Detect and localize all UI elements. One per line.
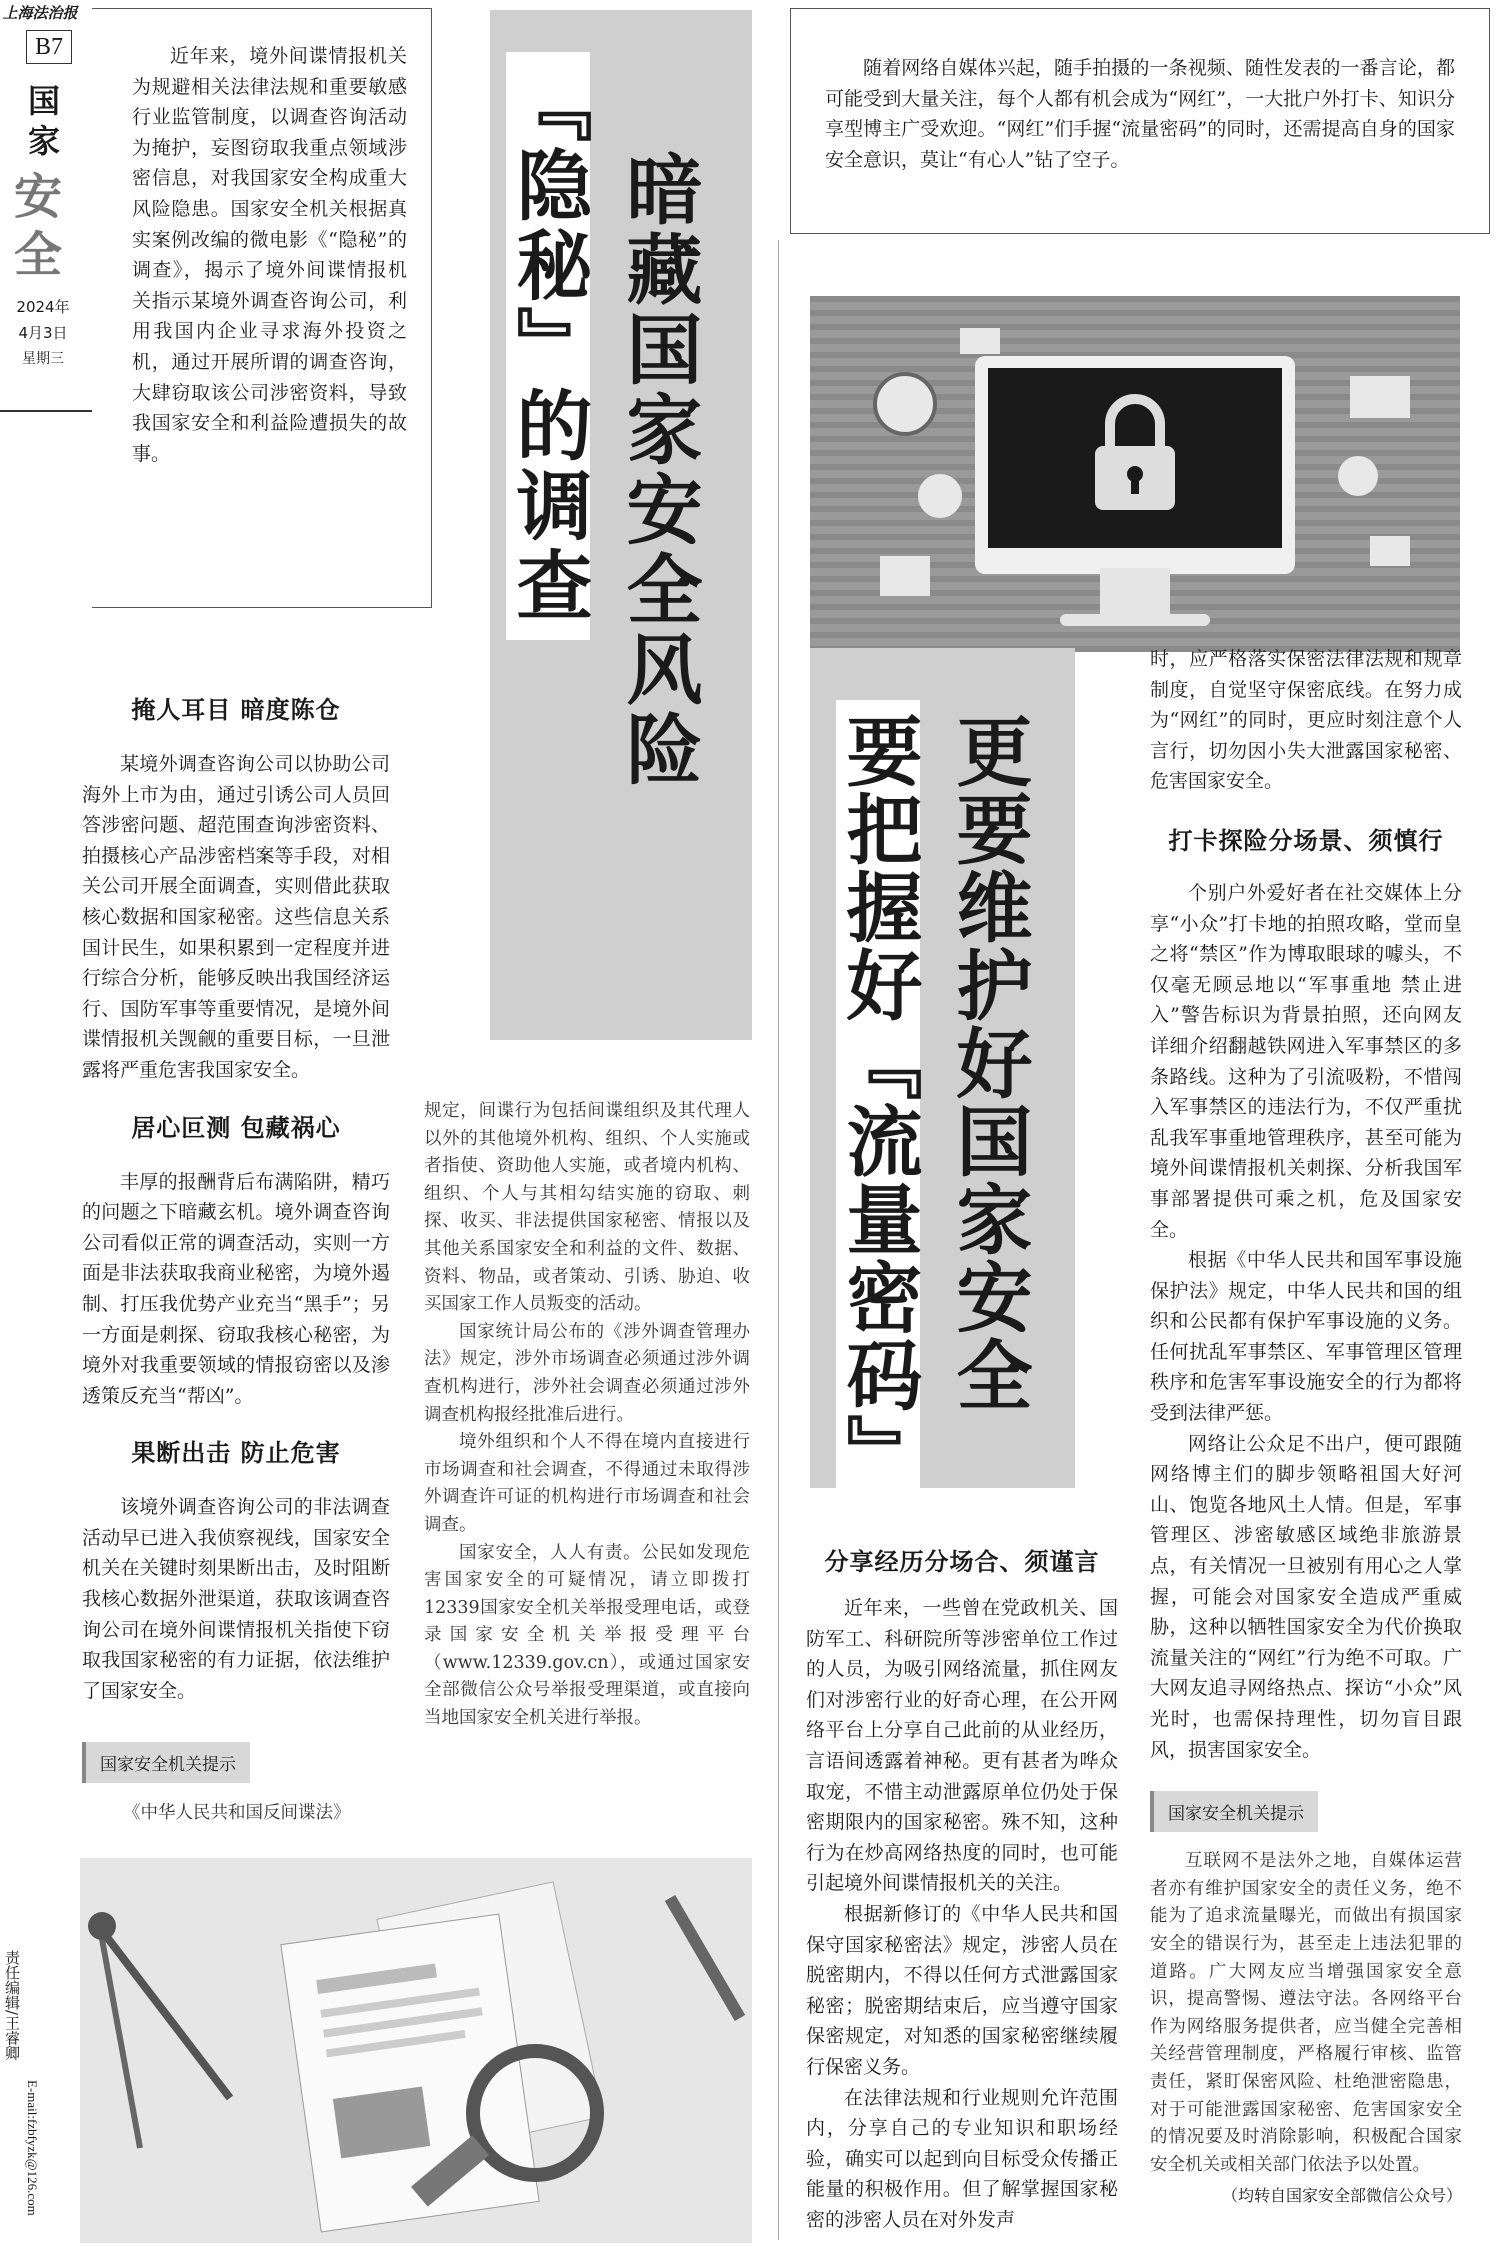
- section-title-sharing: 分享经历分场合、须谨言: [824, 1548, 1100, 1576]
- article2-intro-box: [790, 8, 1490, 234]
- checkin-para-3: 网络让公众足不出户，便可跟随网络博主们的脚步领略祖国大好河山、饱览各地风土人情。但是，军事管理区、涉密敏感区域绝非旅游景点，有关情况一旦被别有用心之人掌握，可能会对国家安全造成严重威胁，这种以牺牲国家安全为代价换取流量关注的“网红”行为绝不可取。广大网友追寻网络热点、探访“小众”风光时，也需保持理性，切勿盲目跟风，损害国家安全。: [1150, 1432, 1462, 1761]
- article2-tip-label: 国家安全机关提示: [1150, 1791, 1318, 1832]
- checkin-para-1: 个别户外爱好者在社交媒体上分享“小众”打卡地的拍照攻略，堂而皇之将“禁区”作为博取眼球的噱头，不仅毫无顾忌地以“军事重地 禁止进入”警告标识为背景拍照，还向网友详细介绍翻越铁网进入军事禁区的多条路线。这种为了引流吸粉，不惜闯入军事禁区的违法行为，不仅严重扰乱我军事重地管理秩序，甚至可能为境外间谍情报机关刺探、分析我国军事部署提供可乘之机，危及国家安全。: [1150, 881, 1462, 1241]
- issue-year: 2024年: [16, 298, 70, 316]
- article2-col-right: [1150, 644, 1462, 2206]
- article2-col-left: [806, 1542, 1118, 2235]
- security-illustration: [810, 296, 1460, 652]
- article2-headline-main: 更要维护好国家安全: [944, 712, 1033, 1414]
- section-title-checkin: 打卡探险分场景、须慎行: [1168, 826, 1444, 855]
- section-char-2: 家: [28, 122, 61, 160]
- article2-headline-sub: 要把握好『流量密码』: [836, 700, 920, 1504]
- paper-name: 上海法治报: [2, 4, 78, 22]
- article2-intro: 随着网络自媒体兴起，随手拍摄的一条视频、随性发表的一番言论，都可能受到大量关注，每个人都有机会成为“网红”，一大批户外打卡、知识分享型博主广受欢迎。“网红”们手握“流量密码”的同时，还需提高自身的国家安全意识，莫让“有心人”钻了空子。: [825, 57, 1455, 171]
- editor-credit: 责任编辑/王睿卿: [3, 1950, 21, 2061]
- section-body-malice: 丰厚的报酬背后布满陷阱，精巧的问题之下暗藏玄机。境外调查咨询公司看似正常的调查活动，实则一方面是非法获取我商业秘密，为境外遏制、打压我优势产业充当“黑手”；另一方面是刺探、窃取我核心秘密，为境外对我重要领域的情报窃密以及渗透策反充当“帮凶”。: [82, 1170, 390, 1407]
- section-body-action: 该境外调查咨询公司的非法调查活动早已进入我侦察视线，国家安全机关在关键时刻果断出击，及时阻断我核心数据外泄渠道，获取该调查咨询公司在境外间谍情报机关指使下窃取我国家秘密的有力证据，依法维护了国家安全。: [82, 1496, 390, 1702]
- article1-tip-column: [424, 1098, 750, 1733]
- masthead: [0, 0, 80, 410]
- tip-para-stats: 国家统计局公布的《涉外调查管理办法》规定，涉外市场调查必须通过涉外调查机构进行，涉外社会调查必须通过涉外调查机构报经批准后进行。: [424, 1321, 750, 1425]
- masthead-divider: [0, 410, 92, 412]
- tip-para-law-start: 《中华人民共和国反间谍法》: [123, 1803, 351, 1823]
- section-title-malice: 居心叵测 包藏祸心: [131, 1113, 341, 1142]
- section-char-3: 安: [14, 169, 63, 225]
- issue-weekday: 星期三: [22, 351, 64, 367]
- section-title-action: 果断出击 防止危害: [131, 1439, 341, 1468]
- sharing-para-3: 在法律法规和行业规则允许范围内，分享自己的专业知识和职场经验，确实可以起到向目标受众传播正能量的积极作用。但了解掌握国家秘密的涉密人员在对外发声: [806, 2086, 1118, 2231]
- tip-para-report: 国家安全，人人有责。公民如发现危害国家安全的可疑情况，请立即拨打12339国家安全机关举报受理电话，或登录国家安全机关举报受理平台（www.12339.gov.cn），或通过国家安全部微信公众号举报受理渠道，或直接向当地国家安全机关进行举报。: [424, 1542, 750, 1729]
- section-body-disguise: 某境外调查咨询公司以协助公司海外上市为由，通过引诱公司人员回答涉密问题、超范围查询涉密资料、拍摄核心产品涉密档案等手段，对相关公司开展全面调查，实则借此获取核心数据和国家秘密。这些信息关系国计民生，如果积累到一定程度并进行综合分析，能够反映出我国经济运行、国防军事等重要情况，是境外间谍情报机关觊觎的重要目标，一旦泄露将严重危害我国家安全。: [82, 753, 390, 1081]
- article1-headline-main: 暗藏国家安全风险: [614, 150, 703, 790]
- checkin-para-2: 根据《中华人民共和国军事设施保护法》规定，中华人民共和国的组织和公民都有保护军事设施的义务。任何扰乱军事禁区、军事管理区管理秩序和危害军事设施安全的行为都将受到法律严惩。: [1150, 1249, 1462, 1425]
- tip-para-foreign: 境外组织和个人不得在境内直接进行市场调查和社会调查，不得通过未取得涉外调查许可证的机构进行市场调查和社会调查。: [424, 1432, 750, 1535]
- article1-tip-label: 国家安全机关提示: [82, 1742, 250, 1783]
- article1-intro-box: [92, 8, 432, 608]
- article1-tip-first-line: [88, 1800, 400, 1828]
- section-char-4: 全: [14, 227, 63, 283]
- lock-monitor-graphic: [810, 296, 1460, 652]
- issue-date: 4月3日: [18, 324, 68, 342]
- column-rule: [778, 240, 779, 2240]
- sharing-para-2: 根据新修订的《中华人民共和国保守国家秘密法》规定，涉密人员在脱密期内，不得以任何方式泄露国家秘密；脱密期结束后，应当遵守国家保密规定，对知悉的国家秘密继续履行保密义务。: [806, 1902, 1118, 2078]
- sharing-continued: 时，应严格落实保密法律法规和规章制度，自觉坚守保密底线。在努力成为“网红”的同时，更应时刻注意个人言行，切勿因小失大泄露国家秘密、危害国家安全。: [1150, 648, 1462, 793]
- section-char-1: 国: [28, 82, 61, 120]
- article1-body: [82, 690, 390, 1706]
- page-number: B7: [26, 30, 72, 64]
- section-title-disguise: 掩人耳目 暗度陈仓: [131, 696, 341, 724]
- tip-para-law: 规定，间谍行为包括间谍组织及其代理人以外的其他境外机构、组织、个人实施或者指使、资助他人实施，或者境内机构、组织、个人与其相勾结实施的窃取、刺探、收买、非法提供国家秘密、情报以及其他关系国家安全和利益的文件、数据、资料、物品，或者策动、引诱、胁迫、收买国家工作人员叛变的活动。: [424, 1101, 750, 1315]
- editor-email: E-mail:fzbfyzk@126.com: [25, 2080, 40, 2216]
- article1-headline-sub: 『隐秘』的调查: [506, 52, 590, 640]
- article2-tip-body: 互联网不是法外之地，自媒体运营者亦有维护国家安全的责任义务，绝不能为了追求流量曝光，而做出有损国家安全的错误行为，甚至走上违法犯罪的道路。广大网友应当增强国家安全意识，提高警惕、遵法守法。各网络平台作为网络服务提供者，应当健全完善相关经营管理制度，严格履行审核、监管责任，紧盯保密风险、杜绝泄密隐患，对于可能泄露国家秘密、危害国家安全的情况要及时消除影响，积极配合国家安全机关或相关部门依法予以处置。: [1150, 1851, 1462, 2175]
- source-note: （均转自国家安全部微信公众号）: [1221, 2186, 1462, 2206]
- documents-illustration: [80, 1858, 752, 2243]
- article1-intro: 近年来，境外间谍情报机关为规避相关法律法规和重要敏感行业监管制度，以调查咨询活动为掩护，妄图窃取我重点领域涉密信息，对我国家安全构成重大风险隐患。国家安全机关根据真实案例改编的微电影《“隐秘”的调查》，揭示了境外间谍情报机关指示某境外调查咨询公司，利用我国内企业寻求海外投资之机，通过开展所谓的调查咨询，大肆窃取该公司涉密资料，导致我国家安全和利益险遭损失的故事。: [132, 45, 407, 465]
- sharing-para-1: 近年来，一些曾在党政机关、国防军工、科研院所等涉密单位工作过的人员，为吸引网络流量，抓住网友们对涉密行业的好奇心理，在公开网络平台上分享自己此前的从业经历，言语间透露着神秘。更有甚者为哗众取宠，不惜主动泄露原单位仍处于保密期限内的国家秘密。殊不知，这种行为在炒高网络热度的同时，也可能引起境外间谍情报机关的关注。: [806, 1597, 1118, 1895]
- documents-magnifier-graphic: [80, 1858, 752, 2243]
